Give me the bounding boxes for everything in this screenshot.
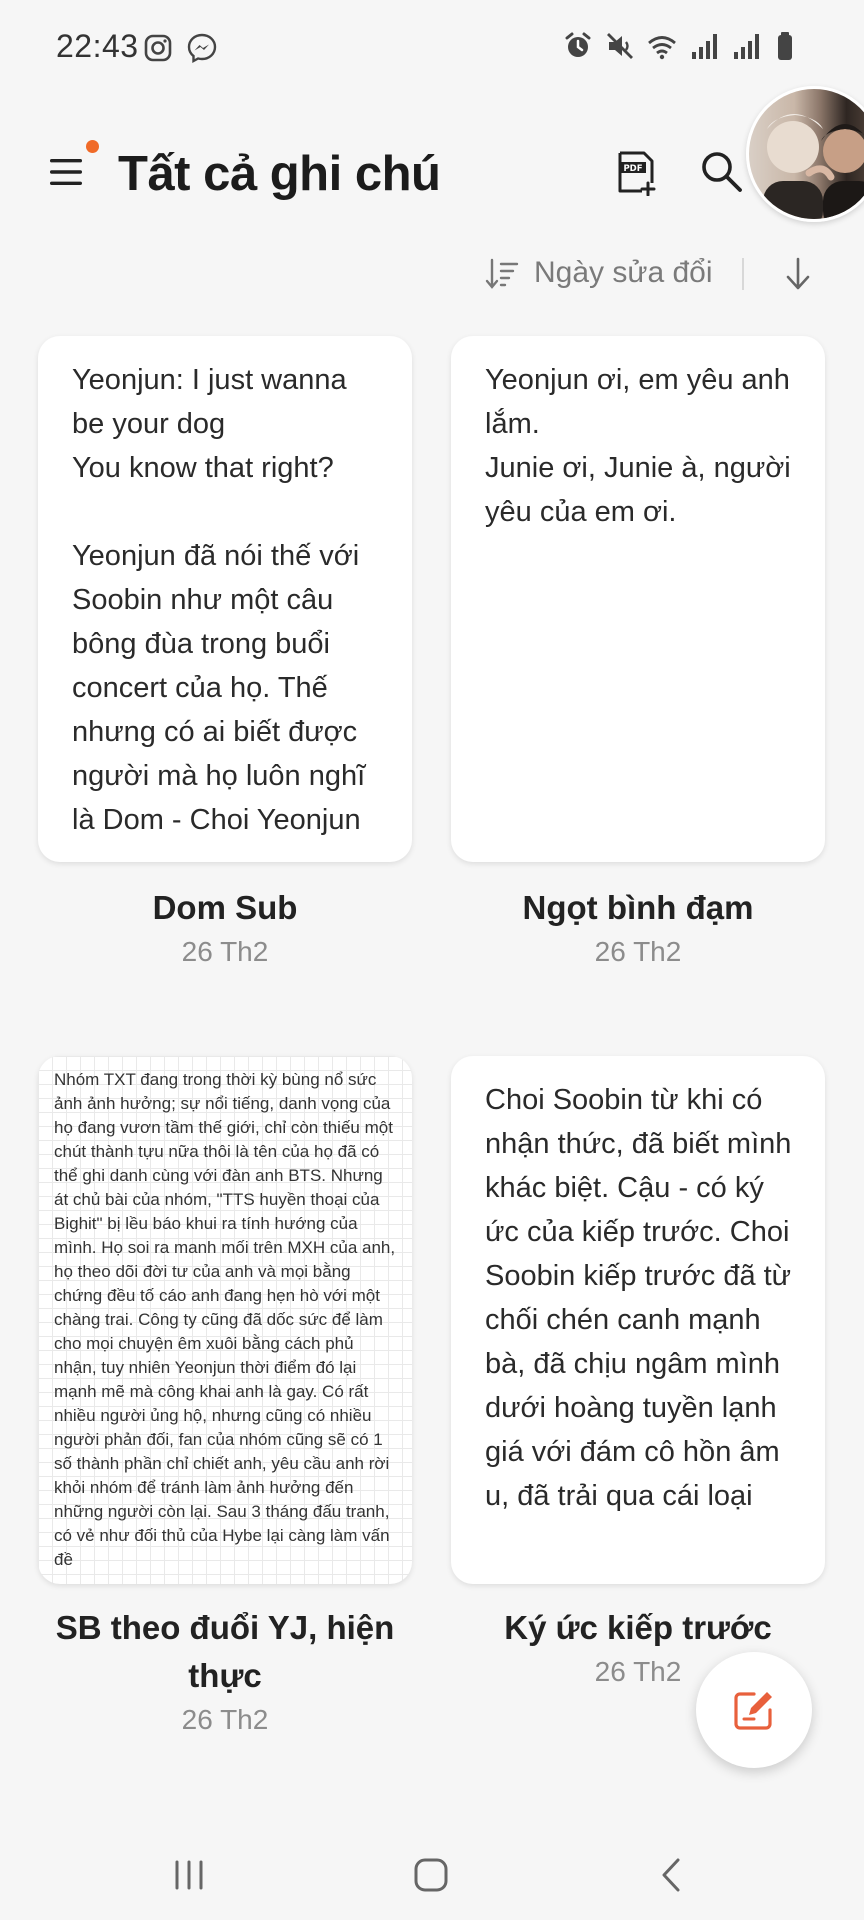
svg-text:PDF: PDF [623,164,643,174]
home-icon[interactable] [406,1850,456,1900]
compose-note-icon [732,1688,776,1732]
system-nav-bar [0,1830,864,1920]
note-title[interactable]: Ngọt bình đạm [522,889,754,926]
hamburger-menu-icon[interactable] [46,152,86,192]
alarm-icon [562,30,594,62]
note-preview: Yeonjun ơi, em yêu anh lắm. Junie ơi, Junie à, người yêu của em ơi. [485,364,791,528]
note-preview: Yeonjun: I just wanna be your dog You know that right? Yeonjun đã nói thế với Soobin như một câu bông đùa trong buổi concert của họ. Thế nhưng có ai biết được người mà họ luôn nghĩ là Dom - Choi Yeonjun [72,364,366,836]
app-bar [0,96,864,246]
notification-dot [86,140,99,153]
note-date: 26 Th2 [594,1656,682,1687]
pdf-import-icon[interactable] [614,150,658,196]
page-title: Tất cả ghi chú [118,147,441,201]
mute-icon [604,30,636,62]
status-right-icons [562,30,804,62]
note-card[interactable] [38,336,412,862]
status-bar [0,0,864,96]
sort-divider [742,258,744,290]
sort-label[interactable]: Ngày sửa đổi [534,256,713,289]
recent-apps-icon[interactable] [164,1850,214,1900]
search-icon[interactable] [698,148,744,194]
wifi-icon [646,30,678,62]
signal-icon [730,30,762,62]
sort-bar [0,246,864,302]
note-preview: Choi Soobin từ khi có nhận thức, đã biết mình khác biệt. Cậu - có ký ức của kiếp trước. Choi Soobin kiếp trước đã từ chối chén canh mạnh bà, đã chịu ngâm mình dưới hoàng tuyền lạnh giá với đám cô hồn âm u, đã trải qua cái loại [485,1084,800,1512]
note-title[interactable]: SB theo đuổi YJ, hiện thực [55,1609,395,1694]
note-card[interactable] [38,1056,412,1584]
note-title[interactable]: Dom Sub [152,889,298,926]
note-date: 26 Th2 [181,1704,269,1735]
signal-icon [688,30,720,62]
note-card[interactable] [451,1056,825,1584]
status-time: 22:43 [56,28,139,64]
note-title[interactable]: Ký ức kiếp trước [504,1609,772,1646]
arrow-down-icon[interactable] [780,254,816,294]
status-left-icons [142,32,218,64]
sort-icon[interactable] [484,256,520,292]
compose-note-button[interactable] [696,1652,812,1768]
profile-avatar[interactable] [746,86,864,222]
avatar-photo [749,89,864,222]
battery-icon [772,30,804,62]
instagram-icon [142,32,174,64]
note-card[interactable] [451,336,825,862]
note-date: 26 Th2 [181,936,269,967]
messenger-icon [186,32,218,64]
back-icon[interactable] [648,1850,698,1900]
note-date: 26 Th2 [594,936,682,967]
note-preview: Nhóm TXT đang trong thời kỳ bùng nổ sức ảnh ảnh hưởng; sự nổi tiếng, danh vọng của họ đang vươn tầm thế giới, chỉ còn thiếu một chút thành tựu nữa thôi là tên của họ đã có thể ghi danh cùng với đàn anh BTS. Nhưng át chủ bài của nhóm, "TTS huyền thoại của Bighit" bị lều báo khui ra tính hướng của mình. Họ soi ra manh mối trên MXH của anh, họ theo dõi đời tư của anh và mọi bằng chứng đều tố cáo anh đang hẹn hò với một chàng trai. Công ty cũng đã dốc sức để làm cho mọi chuyện êm xuôi bằng cách phủ nhận, tuy nhiên Yeonjun thời điểm đó lại mạnh mẽ mà công khai anh là gay. Có rất nhiều người ủng hộ, nhưng cũng có nhiều người phản đối, fan của nhóm cũng sẽ có 1 số thành phần chỉ chiết anh, yêu cầu anh rời khỏi nhóm để tránh làm ảnh hưởng đến những người còn lại. Sau 3 tháng đấu tranh, có vẻ như đối thủ của Hybe lại càng làm vấn đề [54,1070,396,1569]
